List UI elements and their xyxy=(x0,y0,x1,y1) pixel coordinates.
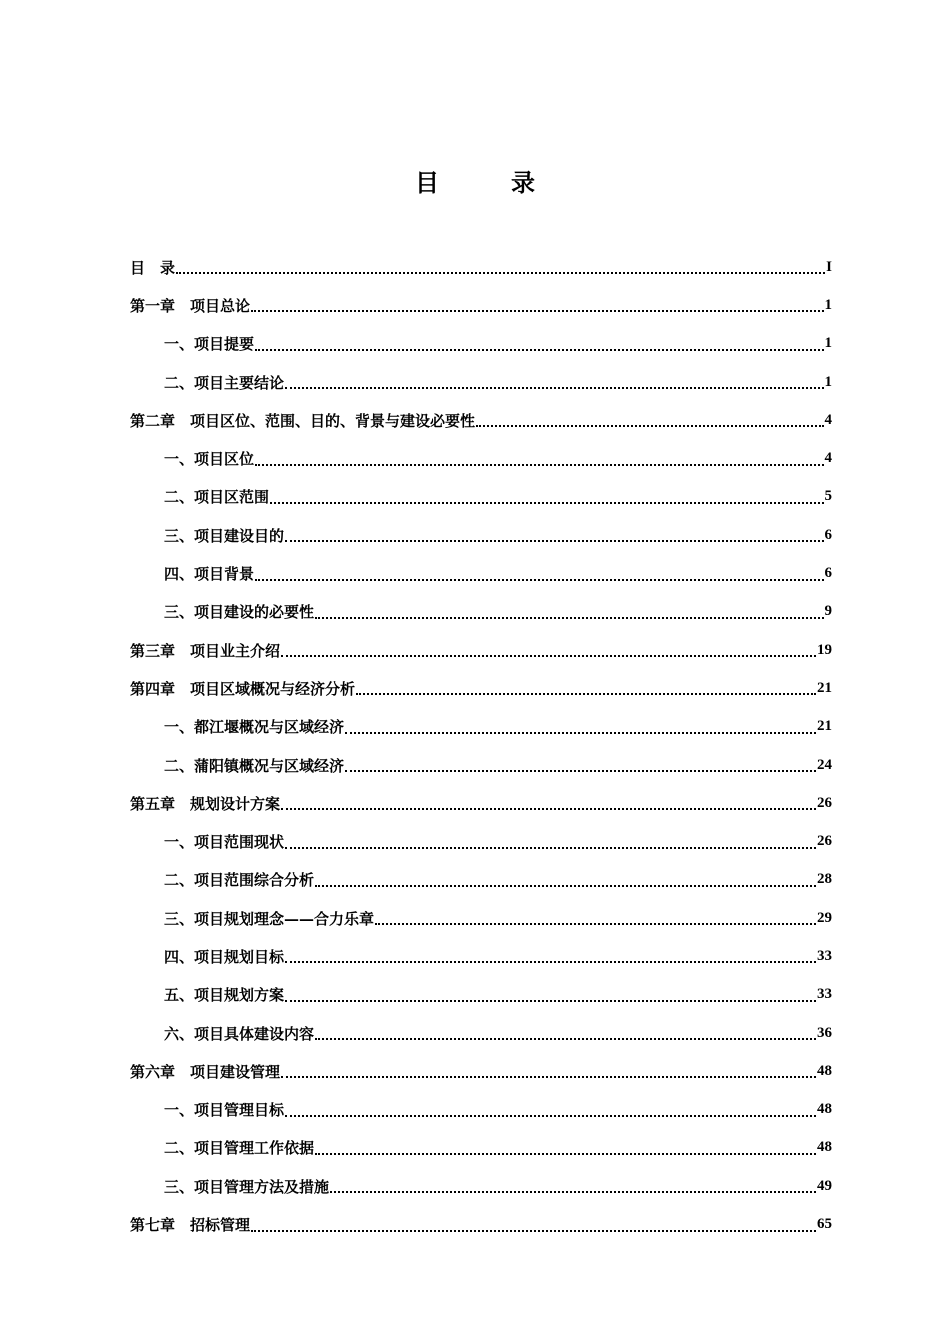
toc-page-number: 28 xyxy=(817,871,832,888)
toc-entry-label: 二、项目主要结论 xyxy=(164,373,285,392)
toc-dot-leader xyxy=(251,1230,816,1232)
toc-chapter-entry[interactable] xyxy=(130,401,832,439)
toc-entry-label: 目 录 xyxy=(130,258,176,277)
toc-chapter-entry[interactable] xyxy=(130,1205,832,1243)
toc-dot-leader xyxy=(281,1076,816,1078)
toc-entry-label: 二、项目管理工作依据 xyxy=(164,1139,315,1158)
toc-entry-label: 第三章 项目业主介绍 xyxy=(130,641,281,660)
toc-page-number: 29 xyxy=(817,909,832,926)
toc-dot-leader xyxy=(285,1115,816,1117)
toc-dot-leader xyxy=(270,502,823,504)
toc-dot-leader xyxy=(285,1000,816,1002)
toc-dot-leader xyxy=(345,732,816,734)
toc-entry-label: 二、项目区范围 xyxy=(164,488,270,507)
toc-entry-label: 二、蒲阳镇概况与区域经济 xyxy=(164,756,345,775)
toc-section-entry[interactable] xyxy=(130,593,832,631)
toc-section-entry[interactable] xyxy=(130,1167,832,1205)
toc-section-entry[interactable] xyxy=(130,746,832,784)
toc-chapter-entry[interactable] xyxy=(130,784,832,822)
toc-section-entry[interactable] xyxy=(130,822,832,860)
toc-section-entry[interactable] xyxy=(130,861,832,899)
toc-page-number: 19 xyxy=(817,641,832,658)
toc-page-number: 5 xyxy=(824,488,832,505)
toc-dot-leader xyxy=(251,310,823,312)
toc-page-number: 24 xyxy=(817,756,832,773)
toc-section-entry[interactable] xyxy=(130,899,832,937)
toc-entry-label: 第六章 项目建设管理 xyxy=(130,1062,281,1081)
toc-page-number: I xyxy=(826,258,832,275)
toc-page-number: 1 xyxy=(824,373,832,390)
toc-page-number: 21 xyxy=(817,679,832,696)
toc-entry-label: 第七章 招标管理 xyxy=(130,1216,251,1235)
toc-dot-leader xyxy=(315,1153,816,1155)
toc-entry-label: 第二章 项目区位、范围、目的、背景与建设必要性 xyxy=(130,411,476,430)
toc-dot-leader xyxy=(356,693,816,695)
toc-page-number: 48 xyxy=(817,1101,832,1118)
toc-page-number: 21 xyxy=(817,718,832,735)
toc-dot-leader xyxy=(285,961,816,963)
toc-page-number: 26 xyxy=(817,833,832,850)
toc-entry-label: 三、项目建设的必要性 xyxy=(164,603,315,622)
toc-entry-label: 一、项目管理目标 xyxy=(164,1101,285,1120)
table-of-contents xyxy=(130,248,832,1244)
toc-page-number: 65 xyxy=(817,1216,832,1233)
toc-dot-leader xyxy=(345,770,816,772)
toc-entry-label: 一、项目区位 xyxy=(164,450,255,469)
toc-entry-label: 四、项目规划目标 xyxy=(164,947,285,966)
toc-dot-leader xyxy=(330,1191,816,1193)
toc-section-entry[interactable] xyxy=(130,478,832,516)
toc-page-number: 1 xyxy=(824,296,832,313)
toc-page-number: 48 xyxy=(817,1062,832,1079)
page-title: 目 录 xyxy=(415,168,559,197)
toc-section-entry[interactable] xyxy=(130,1129,832,1167)
toc-entry-label: 一、项目提要 xyxy=(164,335,255,354)
toc-page-number: 4 xyxy=(824,411,832,428)
toc-section-entry[interactable] xyxy=(130,1091,832,1129)
toc-entry-label: 第一章 项目总论 xyxy=(130,296,251,315)
toc-dot-leader xyxy=(285,387,823,389)
toc-chapter-entry[interactable] xyxy=(130,286,832,324)
toc-dot-leader xyxy=(476,425,823,427)
toc-dot-leader xyxy=(255,579,823,581)
toc-entry-label: 四、项目背景 xyxy=(164,565,255,584)
toc-dot-leader xyxy=(315,1038,816,1040)
toc-page-number: 9 xyxy=(824,603,832,620)
toc-chapter-entry[interactable] xyxy=(130,669,832,707)
toc-page-number: 4 xyxy=(824,450,832,467)
toc-entry-label: 三、项目规划理念——合力乐章 xyxy=(164,909,375,928)
toc-entry-label: 五、项目规划方案 xyxy=(164,986,285,1005)
toc-section-entry[interactable] xyxy=(130,937,832,975)
toc-page-number: 36 xyxy=(817,1024,832,1041)
toc-page-number: 6 xyxy=(824,565,832,582)
toc-chapter-entry[interactable] xyxy=(130,248,832,286)
toc-dot-leader xyxy=(281,655,816,657)
toc-entry-label: 六、项目具体建设内容 xyxy=(164,1024,315,1043)
toc-page-number: 33 xyxy=(817,947,832,964)
toc-chapter-entry[interactable] xyxy=(130,631,832,669)
toc-dot-leader xyxy=(255,349,823,351)
toc-page-number: 26 xyxy=(817,794,832,811)
toc-entry-label: 三、项目管理方法及措施 xyxy=(164,1177,330,1196)
toc-page-number: 33 xyxy=(817,986,832,1003)
toc-section-entry[interactable] xyxy=(130,363,832,401)
toc-dot-leader xyxy=(285,847,816,849)
toc-dot-leader xyxy=(285,540,823,542)
toc-section-entry[interactable] xyxy=(130,976,832,1014)
toc-dot-leader xyxy=(315,885,816,887)
toc-entry-label: 第五章 规划设计方案 xyxy=(130,794,281,813)
toc-section-entry[interactable] xyxy=(130,439,832,477)
toc-entry-label: 三、项目建设目的 xyxy=(164,526,285,545)
toc-dot-leader xyxy=(315,617,823,619)
toc-entry-label: 一、项目范围现状 xyxy=(164,833,285,852)
toc-entry-label: 第四章 项目区域概况与经济分析 xyxy=(130,679,356,698)
toc-dot-leader xyxy=(255,464,823,466)
toc-section-entry[interactable] xyxy=(130,516,832,554)
toc-section-entry[interactable] xyxy=(130,708,832,746)
toc-section-entry[interactable] xyxy=(130,1014,832,1052)
toc-page-number: 6 xyxy=(824,526,832,543)
toc-page-number: 48 xyxy=(817,1139,832,1156)
toc-dot-leader xyxy=(176,272,825,274)
toc-dot-leader xyxy=(375,923,816,925)
toc-section-entry[interactable] xyxy=(130,325,832,363)
toc-entry-label: 二、项目范围综合分析 xyxy=(164,871,315,890)
toc-chapter-entry[interactable] xyxy=(130,1052,832,1090)
toc-section-entry[interactable] xyxy=(130,554,832,592)
toc-page-number: 49 xyxy=(817,1177,832,1194)
toc-entry-label: 一、都江堰概况与区域经济 xyxy=(164,718,345,737)
toc-dot-leader xyxy=(281,808,816,810)
toc-page-number: 1 xyxy=(824,335,832,352)
